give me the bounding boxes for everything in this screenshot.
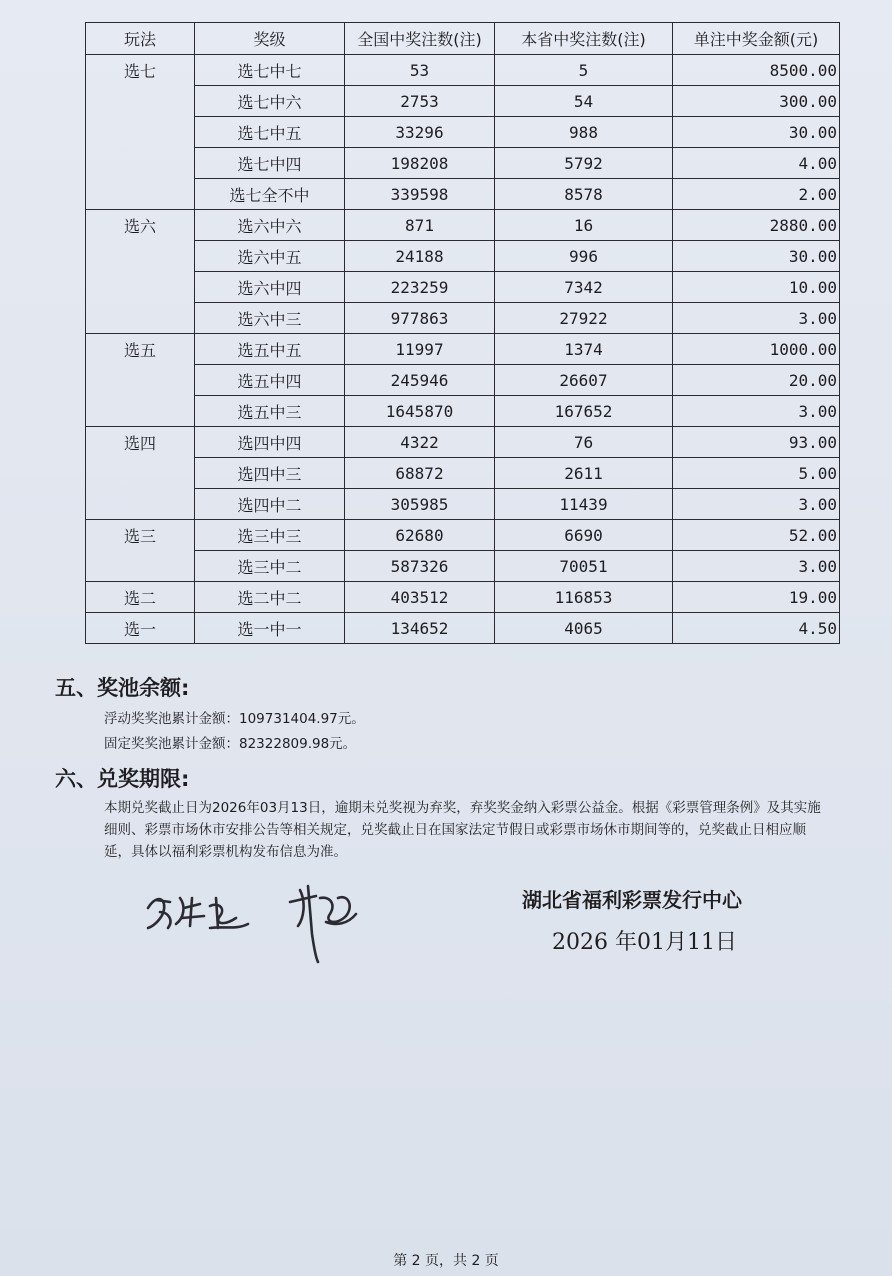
national-count-cell: 24188 (345, 241, 495, 272)
prize-level-cell: 选七全不中 (195, 179, 345, 210)
prize-table (85, 22, 840, 644)
table-row (86, 148, 840, 179)
prize-amount-cell: 93.00 (673, 427, 840, 458)
national-count-cell: 223259 (345, 272, 495, 303)
national-count-cell: 403512 (345, 582, 495, 613)
play-type-cell: 选五 (86, 334, 195, 427)
table-row (86, 241, 840, 272)
prize-amount-cell: 4.00 (673, 148, 840, 179)
table-row (86, 396, 840, 427)
prize-amount-cell: 2880.00 (673, 210, 840, 241)
play-type-cell: 选四 (86, 427, 195, 520)
province-count-cell: 5792 (495, 148, 673, 179)
table-row (86, 551, 840, 582)
table-row (86, 613, 840, 644)
national-count-cell: 11997 (345, 334, 495, 365)
province-count-cell: 26607 (495, 365, 673, 396)
province-count-cell: 5 (495, 55, 673, 86)
prize-level-cell: 选五中五 (195, 334, 345, 365)
play-type-cell: 选六 (86, 210, 195, 334)
national-count-cell: 587326 (345, 551, 495, 582)
play-type-cell: 选七 (86, 55, 195, 210)
prize-level-cell: 选七中七 (195, 55, 345, 86)
table-row (86, 210, 840, 241)
prize-level-cell: 选三中三 (195, 520, 345, 551)
prize-amount-cell: 1000.00 (673, 334, 840, 365)
prize-level-cell: 选七中六 (195, 86, 345, 117)
table-row (86, 272, 840, 303)
national-count-cell: 62680 (345, 520, 495, 551)
province-count-cell: 4065 (495, 613, 673, 644)
signatures (140, 868, 380, 968)
province-count-cell: 7342 (495, 272, 673, 303)
prize-level-cell: 选四中三 (195, 458, 345, 489)
province-count-cell: 70051 (495, 551, 673, 582)
header-play: 玩法 (86, 23, 195, 55)
prize-amount-cell: 3.00 (673, 396, 840, 427)
page-number: 第 2 页，共 2 页 (393, 1253, 499, 1269)
table-row (86, 55, 840, 86)
province-count-cell: 1374 (495, 334, 673, 365)
prize-amount-cell: 30.00 (673, 241, 840, 272)
national-count-cell: 2753 (345, 86, 495, 117)
prize-amount-cell: 3.00 (673, 489, 840, 520)
prize-amount-cell: 19.00 (673, 582, 840, 613)
province-count-cell: 11439 (495, 489, 673, 520)
prize-amount-cell: 3.00 (673, 303, 840, 334)
national-count-cell: 4322 (345, 427, 495, 458)
province-count-cell: 116853 (495, 582, 673, 613)
province-count-cell: 16 (495, 210, 673, 241)
prize-level-cell: 选五中四 (195, 365, 345, 396)
national-count-cell: 871 (345, 210, 495, 241)
national-count-cell: 134652 (345, 613, 495, 644)
table-row (86, 427, 840, 458)
play-type-cell: 选三 (86, 520, 195, 582)
table-row (86, 365, 840, 396)
issuer-name: 湖北省福利彩票发行中心 (522, 888, 742, 912)
header-province: 本省中奖注数(注) (495, 23, 673, 55)
province-count-cell: 167652 (495, 396, 673, 427)
prize-level-cell: 选四中四 (195, 427, 345, 458)
national-count-cell: 53 (345, 55, 495, 86)
signature-2 (290, 886, 356, 962)
floating-pool-text: 浮动奖奖池累计金额：109731404.97元。 (104, 711, 365, 727)
table-row (86, 489, 840, 520)
prize-level-cell: 选六中四 (195, 272, 345, 303)
prize-level-cell: 选二中二 (195, 582, 345, 613)
prize-amount-cell: 8500.00 (673, 55, 840, 86)
province-count-cell: 76 (495, 427, 673, 458)
table-row (86, 582, 840, 613)
national-count-cell: 305985 (345, 489, 495, 520)
prize-level-cell: 选四中二 (195, 489, 345, 520)
header-level: 奖级 (195, 23, 345, 55)
prize-amount-cell: 30.00 (673, 117, 840, 148)
play-type-cell: 选一 (86, 613, 195, 644)
section6-heading: 六、兑奖期限: (55, 767, 190, 791)
national-count-cell: 1645870 (345, 396, 495, 427)
play-type-cell: 选二 (86, 582, 195, 613)
province-count-cell: 8578 (495, 179, 673, 210)
prize-amount-cell: 2.00 (673, 179, 840, 210)
issue-date: 2026 年01月11日 (552, 930, 737, 955)
table-row (86, 117, 840, 148)
prize-amount-cell: 52.00 (673, 520, 840, 551)
table-row (86, 458, 840, 489)
prize-level-cell: 选六中三 (195, 303, 345, 334)
national-count-cell: 198208 (345, 148, 495, 179)
table-row (86, 334, 840, 365)
table-row (86, 303, 840, 334)
prize-level-cell: 选一中一 (195, 613, 345, 644)
national-count-cell: 245946 (345, 365, 495, 396)
national-count-cell: 33296 (345, 117, 495, 148)
prize-amount-cell: 5.00 (673, 458, 840, 489)
prize-amount-cell: 300.00 (673, 86, 840, 117)
header-amount: 单注中奖金额(元) (673, 23, 840, 55)
prize-level-cell: 选七中五 (195, 117, 345, 148)
province-count-cell: 54 (495, 86, 673, 117)
prize-amount-cell: 3.00 (673, 551, 840, 582)
prize-level-cell: 选六中六 (195, 210, 345, 241)
national-count-cell: 977863 (345, 303, 495, 334)
province-count-cell: 6690 (495, 520, 673, 551)
prize-level-cell: 选三中二 (195, 551, 345, 582)
prize-level-cell: 选五中三 (195, 396, 345, 427)
province-count-cell: 988 (495, 117, 673, 148)
table-row (86, 179, 840, 210)
national-count-cell: 68872 (345, 458, 495, 489)
prize-level-cell: 选六中五 (195, 241, 345, 272)
prize-amount-cell: 20.00 (673, 365, 840, 396)
table-body (86, 55, 840, 644)
redemption-text: 本期兑奖截止日为2026年03月13日，逾期未兑奖视为弃奖，弃奖奖金纳入彩票公益金。根据《彩票管理条例》及其实施细则、彩票市场休市安排公告等相关规定，兑奖截止日在国家法定节假日或彩票市场休市期间等的，兑奖截止日相应顺延，具体以福利彩票机构发布信息为准。 (104, 800, 821, 860)
signature-1 (148, 898, 248, 928)
table-row (86, 86, 840, 117)
fixed-pool-text: 固定奖奖池累计金额：82322809.98元。 (104, 736, 357, 752)
province-count-cell: 2611 (495, 458, 673, 489)
province-count-cell: 27922 (495, 303, 673, 334)
province-count-cell: 996 (495, 241, 673, 272)
section5-heading: 五、奖池余额: (55, 676, 190, 700)
table-row (86, 520, 840, 551)
prize-amount-cell: 4.50 (673, 613, 840, 644)
prize-level-cell: 选七中四 (195, 148, 345, 179)
header-national: 全国中奖注数(注) (345, 23, 495, 55)
national-count-cell: 339598 (345, 179, 495, 210)
prize-amount-cell: 10.00 (673, 272, 840, 303)
table-header-row (86, 23, 840, 55)
